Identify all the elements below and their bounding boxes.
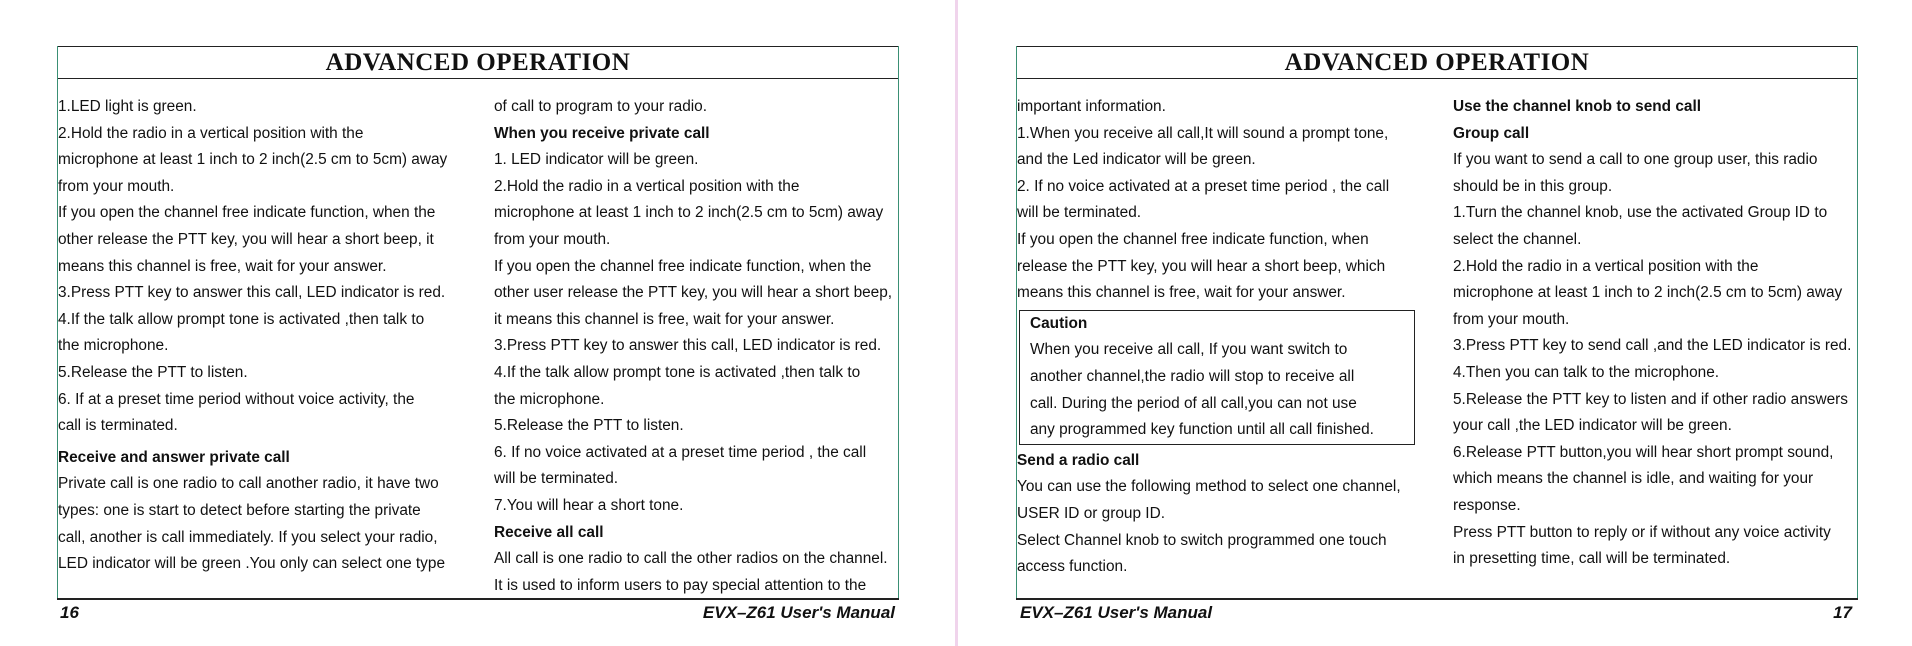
section-heading-group-call: Group call [1453,124,1530,142]
caution-heading: Caution [1030,314,1088,332]
left-column-2 [494,94,900,599]
text-line: the microphone. [58,337,169,355]
text-line: 1.When you receive all call,It will sound a prompt tone, [1017,124,1389,142]
left-content-frame [57,46,899,600]
text-line: 6. If at a preset time period without voice activity, the [58,390,415,408]
text-line: 4.If the talk allow prompt tone is activated ,then talk to [58,310,425,328]
text-line: microphone at least 1 inch to 2 inch(2.5 cm to 5cm) away [494,204,884,222]
left-column-1 [58,94,478,578]
text-line: other release the PTT key, you will hear a short beep, it [58,230,434,248]
text-line: If you want to send a call to one group user, this radio [1453,151,1818,169]
text-line: Select Channel knob to switch programmed one touch [1017,531,1387,549]
text-line: 6.Release PTT button,you will hear short prompt sound, [1453,443,1834,461]
right-page-number: 17 [1833,603,1852,622]
text-line: select the channel. [1453,230,1582,248]
text-line: All call is one radio to call the other radios on the channel. [494,550,888,568]
text-line: types: one is start to detect before starting the private [58,501,421,519]
section-heading-send-a-radio-call: Send a radio call [1017,451,1140,469]
text-line: If you open the channel free indicate function, when the [494,257,872,275]
text-line: call, another is call immediately. If you select your radio, [58,528,438,546]
left-title-bar [58,46,898,79]
text-line: of call to program to your radio. [494,98,708,115]
caution-line: another channel,the radio will stop to receive all [1030,367,1355,385]
text-line: other user release the PTT key, you will hear a short beep, [494,284,893,302]
text-line: important information. [1017,98,1166,115]
caution-line: call. During the period of all call,you can not use [1030,394,1357,412]
text-line: means this channel is free, wait for your answer. [58,257,387,275]
text-line: should be in this group. [1453,177,1613,195]
caution-box [1019,310,1415,445]
right-column-2 [1453,94,1859,573]
text-line: 1. LED indicator will be green. [494,151,699,169]
right-manual-name: EVX–Z61 User's Manual [1020,603,1213,622]
text-line: and the Led indicator will be green. [1017,151,1256,169]
text-line: from your mouth. [494,230,611,248]
text-line: response. [1453,496,1521,514]
text-line: 3.Press PTT key to send call ,and the LED indicator is red. [1453,337,1852,355]
left-page [0,0,955,646]
text-line: your call ,the LED indicator will be green. [1453,417,1732,435]
text-line: 2.Hold the radio in a vertical position with the [1453,257,1759,275]
text-line: 6. If no voice activated at a preset time period , the call [494,443,867,461]
section-heading-when-you-receive-private-call: When you receive private call [494,124,710,142]
text-line: which means the channel is idle, and waiting for your [1453,470,1814,488]
section-heading-receive-answer-private-call: Receive and answer private call [58,448,290,466]
text-line: If you open the channel free indicate function, when [1017,230,1369,248]
text-line: will be terminated. [1017,204,1142,222]
text-line: from your mouth. [1453,310,1570,328]
text-line: You can use the following method to select one channel, [1017,478,1401,496]
right-footer-rule [1016,598,1858,600]
right-content-frame [1016,46,1858,600]
text-line: 2.Hold the radio in a vertical position with the [494,177,800,195]
text-line: means this channel is free, wait for your answer. [1017,284,1346,302]
text-line: it means this channel is free, wait for your answer. [494,310,835,328]
right-title-bar [1017,46,1857,79]
right-page-title: ADVANCED OPERATION [1284,49,1590,76]
text-line: 1.Turn the channel knob, use the activated Group ID to [1453,204,1828,222]
text-line: Press PTT button to reply or if without any voice activity [1453,523,1831,541]
text-line: 5.Release the PTT to listen. [494,417,684,435]
text-line: It is used to inform users to pay special attention to the [494,576,867,594]
text-line: will be terminated. [494,470,619,488]
text-line: 1.LED light is green. [58,98,197,115]
text-line: Private call is one radio to call another radio, it have two [58,475,439,493]
right-page [958,0,1912,646]
caution-line: When you receive all call, If you want switch to [1030,341,1348,359]
text-line: microphone at least 1 inch to 2 inch(2.5 cm to 5cm) away [1453,284,1843,302]
text-line: microphone at least 1 inch to 2 inch(2.5 cm to 5cm) away [58,151,448,169]
text-line: 2.Hold the radio in a vertical position with the [58,124,364,142]
text-line: LED indicator will be green .You only can select one type [58,555,445,573]
text-line: from your mouth. [58,177,175,195]
text-line: access function. [1017,558,1128,576]
text-line: call is terminated. [58,417,178,435]
right-column-1 [1017,94,1437,581]
left-page-number: 16 [60,603,79,622]
text-line: 2. If no voice activated at a preset time period , the call [1017,177,1390,195]
text-line: in presetting time, call will be terminated. [1453,550,1731,568]
section-heading-receive-all-call: Receive all call [494,523,604,541]
section-heading-use-channel-knob: Use the channel knob to send call [1453,98,1702,115]
text-line: 5.Release the PTT to listen. [58,363,248,381]
text-line: If you open the channel free indicate function, when the [58,204,436,222]
text-line: 4.If the talk allow prompt tone is activated ,then talk to [494,363,861,381]
text-line: 3.Press PTT key to answer this call, LED indicator is red. [58,284,446,302]
text-line: 4.Then you can talk to the microphone. [1453,363,1720,381]
text-line: 5.Release the PTT key to listen and if other radio answers [1453,390,1848,408]
left-page-title: ADVANCED OPERATION [325,49,631,76]
text-line: USER ID or group ID. [1017,504,1165,522]
text-line: 3.Press PTT key to answer this call, LED indicator is red. [494,337,882,355]
text-line: release the PTT key, you will hear a short beep, which [1017,257,1386,275]
left-manual-name: EVX–Z61 User's Manual [702,603,895,622]
text-line: the microphone. [494,390,605,408]
text-line: 7.You will hear a short tone. [494,496,684,514]
left-footer-rule [57,598,899,600]
caution-line: any programmed key function until all call finished. [1030,421,1374,439]
